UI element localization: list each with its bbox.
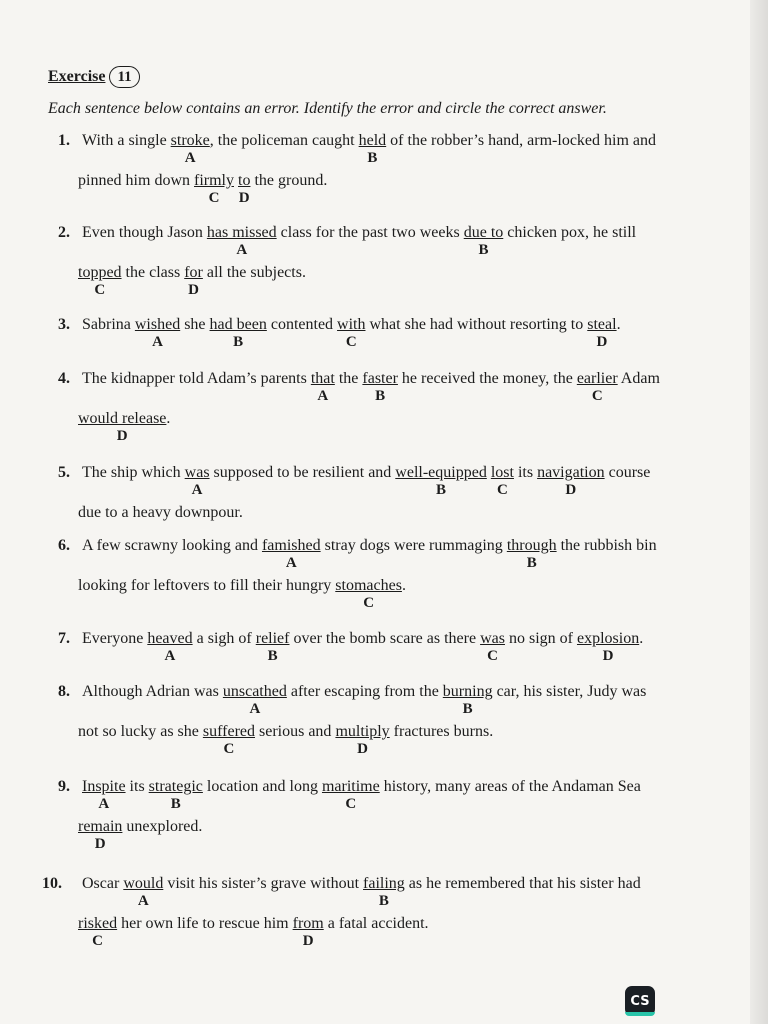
sentence-text: serious and: [255, 723, 336, 740]
question-number: 10.: [42, 875, 62, 892]
sentence-text: .: [639, 630, 644, 647]
option-letter: C: [363, 595, 375, 611]
sentence-line: [82, 778, 641, 812]
sentence-line: [78, 577, 406, 611]
sentence-text: With a single: [82, 132, 171, 149]
question-number: 5.: [58, 464, 70, 481]
option-letter: B: [267, 648, 278, 664]
question-number: 2.: [58, 224, 70, 241]
underlined-option[interactable]: has missed A: [206, 224, 277, 258]
underlined-option[interactable]: was C: [480, 630, 505, 664]
underlined-option[interactable]: stomaches C: [335, 577, 402, 611]
option-letter: A: [191, 482, 203, 498]
underlined-option[interactable]: stroke A: [170, 132, 210, 166]
underlined-option[interactable]: had been B: [209, 316, 267, 350]
underlined-option[interactable]: due to B: [463, 224, 504, 258]
option-letter: A: [317, 388, 329, 404]
underlined-option[interactable]: risked C: [78, 915, 118, 949]
underlined-option[interactable]: lost C: [490, 464, 514, 498]
underlined-option[interactable]: burning B: [442, 683, 493, 717]
sentence-line: [78, 264, 306, 298]
sentence-line: [78, 818, 203, 852]
underlined-option[interactable]: would release D: [78, 410, 167, 444]
sentence-line: [78, 410, 171, 444]
sentence-text: Everyone: [82, 630, 148, 647]
sentence-text: he received the money, the: [397, 370, 577, 387]
sentence-text: the ground.: [250, 172, 328, 189]
option-letter: A: [137, 893, 149, 909]
sentence-text: .: [166, 410, 171, 427]
sentence-text: not so lucky as she: [78, 723, 203, 740]
option-letter: D: [188, 282, 199, 298]
sentence-line: [82, 683, 647, 717]
sentence-text: Sabrina: [82, 316, 135, 333]
option-letter: C: [345, 334, 357, 350]
option-letter: C: [223, 741, 235, 757]
sentence-text: supposed to be resilient and: [209, 464, 396, 481]
sentence-text: pinned him down: [78, 172, 194, 189]
sentence-text: she: [180, 316, 210, 333]
underlined-option[interactable]: suffered C: [202, 723, 255, 757]
option-letter: C: [345, 796, 357, 812]
underlined-option[interactable]: with C: [337, 316, 366, 350]
option-letter: B: [367, 150, 378, 166]
sentence-text: Oscar: [82, 875, 124, 892]
option-letter: A: [98, 796, 110, 812]
sentence-line: [82, 316, 621, 350]
sentence-text: after escaping from the: [286, 683, 443, 700]
question-number: 3.: [58, 316, 70, 333]
option-letter: A: [184, 150, 196, 166]
sentence-text: due to a heavy downpour.: [78, 504, 243, 521]
sentence-text: unexplored.: [122, 818, 203, 835]
option-letter: C: [92, 933, 103, 949]
underlined-option[interactable]: held B: [358, 132, 387, 166]
sentence-text: .: [616, 316, 621, 333]
sentence-line: [82, 537, 657, 571]
sentence-text: .: [401, 577, 406, 594]
option-letter: D: [116, 428, 128, 444]
underlined-option[interactable]: explosion D: [576, 630, 640, 664]
sentence-text: her own life to rescue him: [117, 915, 293, 932]
underlined-option[interactable]: Inspite A: [82, 778, 126, 812]
sentence-line: [82, 464, 651, 498]
sentence-line: [82, 132, 657, 166]
sentence-text: class for the past two weeks: [276, 224, 464, 241]
sentence-line: [82, 875, 641, 909]
sentence-text: Adam: [617, 370, 660, 387]
underlined-option[interactable]: maritime C: [321, 778, 380, 812]
sentence-line: [82, 370, 660, 404]
underlined-option[interactable]: wished A: [134, 316, 181, 350]
sentence-text: looking for leftovers to fill their hungry: [78, 577, 336, 594]
underlined-option[interactable]: strategic B: [148, 778, 203, 812]
underlined-option[interactable]: to D: [238, 172, 251, 206]
sentence-text: chicken pox, he still: [503, 224, 637, 241]
underlined-option[interactable]: was A: [184, 464, 210, 498]
sentence-text: contented: [266, 316, 338, 333]
option-letter: D: [596, 334, 608, 350]
sentence-text: car, his sister, Judy was: [492, 683, 647, 700]
option-letter: A: [164, 648, 176, 664]
sentence-text: The kidnapper told Adam’s parents: [82, 370, 311, 387]
sentence-line: [78, 172, 328, 206]
sentence-text: as he remembered that his sister had: [404, 875, 641, 892]
sentence-text: a fatal accident.: [323, 915, 429, 932]
option-letter: C: [487, 648, 498, 664]
option-letter: B: [462, 701, 473, 717]
sentence-text: fractures burns.: [389, 723, 494, 740]
option-letter: A: [236, 242, 248, 258]
sentence-text: course: [604, 464, 651, 481]
sentence-text: , the policeman caught: [209, 132, 359, 149]
sentence-text: history, many areas of the Andaman Sea: [379, 778, 641, 795]
underlined-option[interactable]: unscathed A: [222, 683, 287, 717]
sentence-text: its: [513, 464, 538, 481]
sentence-line: [78, 723, 494, 757]
option-letter: C: [591, 388, 603, 404]
option-letter: D: [94, 836, 106, 852]
sentence-text: visit his sister’s grave without: [163, 875, 364, 892]
underlined-option[interactable]: multiply D: [335, 723, 390, 757]
option-letter: B: [375, 388, 386, 404]
underlined-option[interactable]: relief B: [255, 630, 290, 664]
sentence-text: Although Adrian was: [82, 683, 223, 700]
option-letter: D: [565, 482, 577, 498]
option-letter: D: [602, 648, 614, 664]
sentence-line: [78, 915, 429, 949]
option-letter: B: [478, 242, 489, 258]
sentence-line: [82, 630, 644, 664]
underlined-option[interactable]: remain D: [78, 818, 123, 852]
question-number: 9.: [58, 778, 70, 795]
sentence-text: Even though Jason: [82, 224, 207, 241]
sentence-text: no sign of: [504, 630, 577, 647]
sentence-text: location and long: [202, 778, 322, 795]
underlined-option[interactable]: failing B: [363, 875, 405, 909]
instruction-text: Each sentence below contains an error. Identify the error and circle the correct answer.: [48, 100, 607, 117]
option-letter: B: [233, 334, 244, 350]
underlined-option[interactable]: earlier C: [576, 370, 618, 404]
camscanner-logo: CS: [625, 986, 655, 1016]
underlined-option[interactable]: famished A: [261, 537, 321, 571]
sentence-text: A few scrawny looking and: [82, 537, 262, 554]
sentence-text: what she had without resorting to: [365, 316, 588, 333]
option-letter: D: [238, 190, 250, 206]
option-letter: D: [357, 741, 368, 757]
underlined-option[interactable]: firmly C: [194, 172, 234, 206]
option-letter: A: [249, 701, 261, 717]
option-letter: B: [378, 893, 389, 909]
page-edge: [750, 0, 768, 1024]
sentence-text: stray dogs were rummaging: [320, 537, 507, 554]
camscanner-logo-bar: [625, 1012, 655, 1016]
sentence-text: the class: [121, 264, 185, 281]
underlined-option[interactable]: topped C: [78, 264, 122, 298]
underlined-option[interactable]: would A: [123, 875, 164, 909]
underlined-option[interactable]: faster B: [362, 370, 398, 404]
underlined-option[interactable]: well-equipped B: [395, 464, 487, 498]
option-letter: C: [94, 282, 106, 298]
option-letter: B: [170, 796, 181, 812]
sentence-text: over the bomb scare as there: [289, 630, 481, 647]
question-number: 7.: [58, 630, 70, 647]
underlined-option[interactable]: from D: [292, 915, 324, 949]
sentence-text: its: [125, 778, 149, 795]
sentence-text: the rubbish bin: [556, 537, 657, 554]
underlined-option[interactable]: that A: [310, 370, 335, 404]
question-number: 4.: [58, 370, 70, 387]
sentence-text: all the subjects.: [202, 264, 306, 281]
sentence-line: [82, 224, 637, 258]
question-number: 8.: [58, 683, 70, 700]
exercise-number-badge: 11: [109, 66, 139, 88]
underlined-option[interactable]: steal D: [587, 316, 617, 350]
sentence-text: the: [334, 370, 363, 387]
option-letter: A: [152, 334, 163, 350]
option-letter: B: [526, 555, 537, 571]
sentence-text: of the robber’s hand, arm-locked him and: [386, 132, 657, 149]
exercise-header: [48, 66, 140, 88]
question-number: 6.: [58, 537, 70, 554]
option-letter: A: [285, 555, 297, 571]
underlined-option[interactable]: through B: [506, 537, 557, 571]
option-letter: D: [302, 933, 314, 949]
option-letter: C: [496, 482, 508, 498]
sentence-line: [78, 504, 243, 522]
option-letter: C: [208, 190, 220, 206]
underlined-option[interactable]: navigation D: [537, 464, 605, 498]
sentence-text: The ship which: [82, 464, 185, 481]
sentence-text: a sigh of: [192, 630, 256, 647]
underlined-option[interactable]: heaved A: [147, 630, 193, 664]
exercise-label: Exercise: [48, 68, 106, 85]
underlined-option[interactable]: for D: [184, 264, 203, 298]
question-number: 1.: [58, 132, 70, 149]
option-letter: B: [436, 482, 447, 498]
